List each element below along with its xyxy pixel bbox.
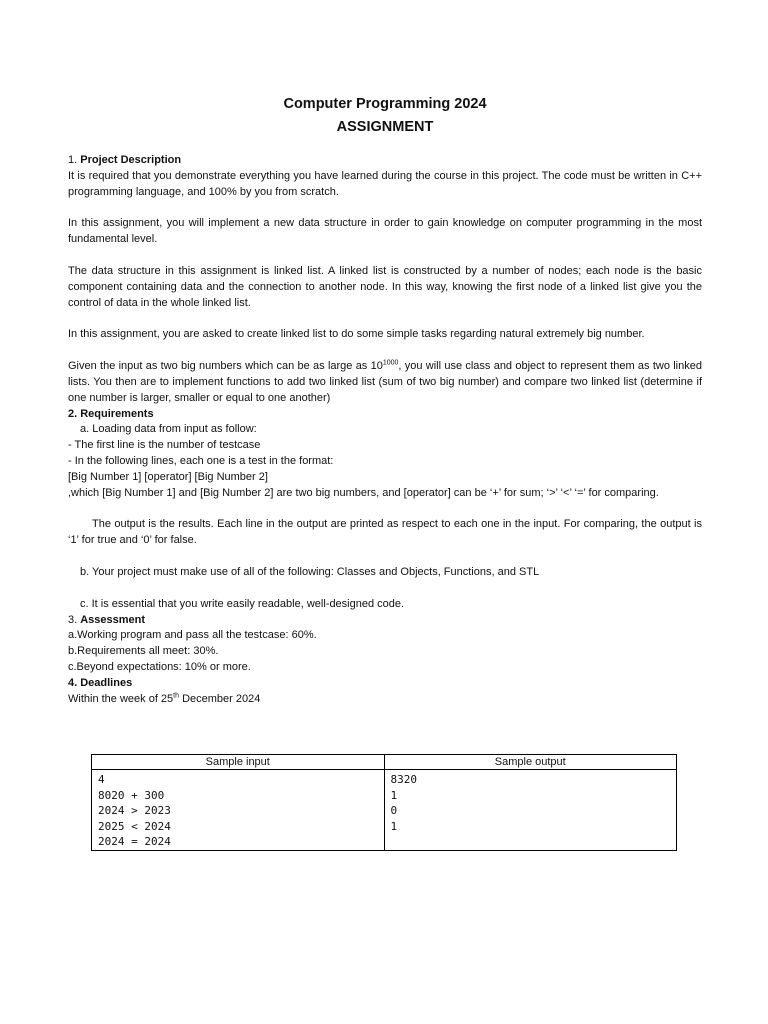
title-line-1: Computer Programming 2024 [283,96,487,112]
requirement-a-line-4: ,which [Big Number 1] and [Big Number 2] are two big numbers, and [operator] can be ‘+’ for sum; ‘>’ ‘<’ ‘=’ for comparing. [68,486,659,499]
sample-input-header: Sample input [92,755,385,770]
paragraph-5-text-b: , you will use class and object to represent them as two linked lists. You then are to implement functions to add two linked list (sum of two big number) and compare two linked list (determine if one number is larger, smaller or equal to one another) [68,360,702,404]
requirement-b: b. Your project must make use of all of the following: Classes and Objects, Functions, and STL [80,565,540,578]
exponent: 1000 [382,359,399,367]
sample-output-line: 1 [390,788,398,802]
section-1-paragraph-3: The data structure in this assignment is linked list. A linked list is constructed by a number of nodes; each node is the basic component containing data and the connection to another node. In this way, knowing the first node of a linked list give you the control of data in the whole linked list. [68,264,702,309]
section-1-paragraph-4: In this assignment, you are asked to create linked list to do some simple tasks regarding natural extremely big number. [68,328,645,341]
title-line-2: ASSIGNMENT [336,119,434,135]
section-3-title: Assessment [80,613,146,626]
section-2-heading [68,407,702,423]
sample-input-line: 2025 < 2024 [98,819,171,833]
sample-input-line: 4 [98,773,105,786]
assessment-c: c.Beyond expectations: 10% or more. [68,660,251,673]
sample-output-line: 8320 [390,773,417,786]
sample-input-cell [92,770,385,851]
deadline-text-b: December 2024 [179,692,261,705]
sample-table [91,754,677,851]
document-title [68,93,702,139]
requirement-c: c. It is essential that you write easily readable, well-designed code. [80,597,405,610]
requirement-a-line-3: [Big Number 1] [operator] [Big Number 2] [68,470,268,483]
sample-input-line: 2024 > 2023 [98,804,171,817]
requirement-a-line-2: - In the following lines, each one is a test in the format: [68,454,334,467]
section-4-title: 4. Deadlines [68,676,133,689]
sample-table-header-row [92,755,677,770]
output-description: The output is the results. Each line in the output are printed as respect to each one in the input. For comparing, the output is ‘1’ for true and ‘0’ for false. [68,518,702,547]
section-1-paragraph-5 [68,359,702,406]
section-4-heading [68,676,702,692]
ordinal-suffix: th [173,691,180,699]
section-1-paragraph-2: In this assignment, you will implement a new data structure in order to gain knowledge on computer programming in the most fundamental level. [68,217,702,246]
sample-output-line: 1 [390,819,398,833]
section-3-heading [68,613,702,629]
section-2-title: 2. Requirements [68,407,154,420]
sample-output-cell [384,770,677,851]
section-3-number: 3. [68,613,81,626]
deadline-text [68,692,702,708]
paragraph-5-text-a: Given the input as two big numbers which can be as large as 10 [68,360,383,373]
section-1-number: 1. [68,154,81,166]
sample-input-line: 8020 + 300 [98,788,165,802]
assessment-b: b.Requirements all meet: 30%. [68,645,219,658]
sample-input-line: 2024 = 2024 [98,835,171,848]
document-page [68,93,702,707]
requirement-a-line-1: - The first line is the number of testcase [68,439,261,452]
requirement-a: a. Loading data from input as follow: [80,423,257,436]
sample-output-line: 0 [390,804,398,817]
section-1-paragraph-1: It is required that you demonstrate everything you have learned during the course in this project. The code must be written in C++ programming language, and 100% by you from scratch. [68,169,702,198]
sample-output-header: Sample output [384,755,677,770]
section-1-title: Project Description [80,154,182,166]
deadline-text-a: Within the week of 25 [68,692,174,705]
section-1-heading [68,153,702,169]
assessment-a: a.Working program and pass all the testcase: 60%. [68,629,317,642]
sample-table-row [92,770,677,851]
